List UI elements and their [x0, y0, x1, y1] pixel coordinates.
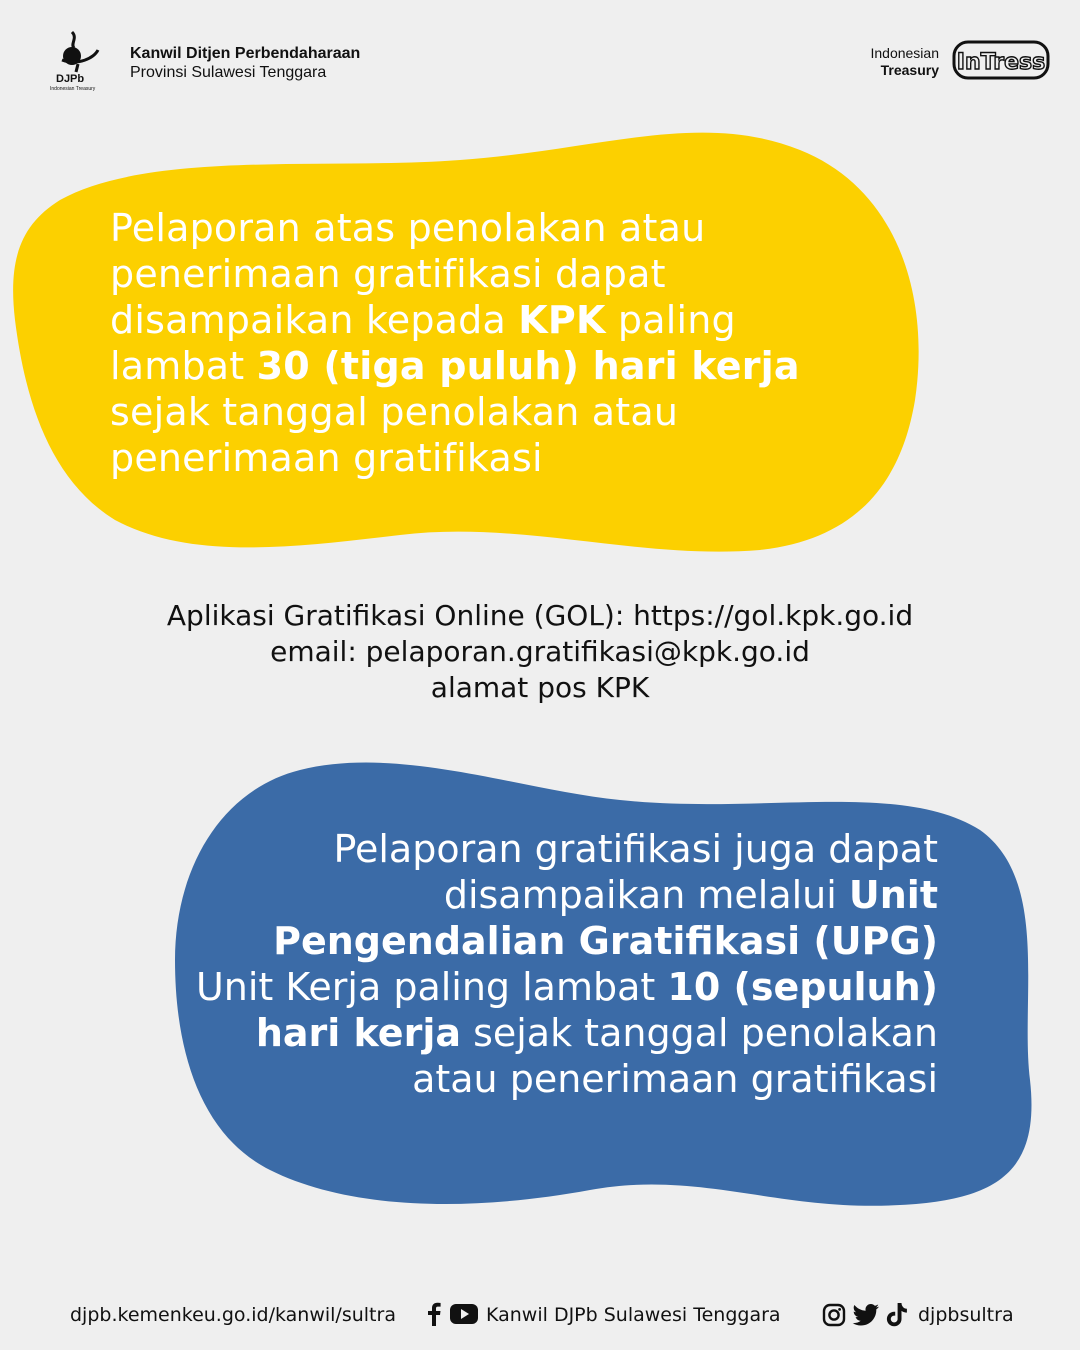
blue-box-text [190, 826, 938, 1102]
footer-social-handle[interactable]: djpbsultra [918, 1304, 1014, 1326]
tiktok-icon[interactable] [886, 1303, 908, 1327]
intress-logo-text: InTress [956, 50, 1046, 75]
gol-url-line[interactable]: Aplikasi Gratifikasi Online (GOL): https://gol.kpk.go.id [166, 599, 914, 632]
contact-info [0, 598, 1080, 706]
djpb-logo-text: DJPb [56, 73, 85, 85]
intress-logo [952, 38, 1050, 82]
yellow-text-part-1: Pelaporan atas penolakan atau penerimaan gratifikasi dapat disampaikan kepada [110, 206, 706, 342]
yellow-text-bold-2: 30 (tiga puluh) hari kerja [256, 344, 800, 388]
email-line[interactable]: email: pelaporan.gratifikasi@kpk.go.id [270, 635, 810, 668]
yellow-box-text [110, 205, 870, 481]
blue-text-part-2: Unit Kerja paling lambat [195, 965, 668, 1009]
youtube-icon[interactable] [450, 1304, 478, 1324]
facebook-icon[interactable] [426, 1302, 442, 1326]
footer-website-link[interactable]: djpb.kemenkeu.go.id/kanwil/sultra [70, 1304, 396, 1326]
blue-text-bold-2: 10 (sepuluh) hari kerja [255, 965, 938, 1055]
org-name: Kanwil Ditjen Perbendaharaan [130, 45, 361, 62]
yellow-text-bold-1: KPK [518, 298, 606, 342]
blue-text-part-3: sejak tanggal penolakan atau penerimaan gratifikasi [412, 1011, 938, 1101]
instagram-icon[interactable] [822, 1303, 846, 1327]
djpb-logo [48, 28, 110, 92]
blue-text-part-1: Pelaporan gratifikasi juga dapat disampaikan melalui [333, 827, 938, 917]
twitter-icon[interactable] [852, 1304, 880, 1326]
org-subtitle: Provinsi Sulawesi Tenggara [130, 64, 327, 81]
post-address-line: alamat pos KPK [430, 671, 650, 704]
brand-line-1: Indonesian [870, 45, 939, 61]
yellow-text-part-2: paling lambat [110, 298, 736, 388]
brand-line-2: Treasury [880, 62, 939, 78]
footer-fb-yt-label[interactable]: Kanwil DJPb Sulawesi Tenggara [486, 1304, 781, 1326]
blue-text-bold-1: Unit Pengendalian Gratifikasi (UPG) [273, 873, 938, 963]
yellow-text-part-3: sejak tanggal penolakan atau penerimaan gratifikasi [110, 390, 679, 480]
djpb-logo-subtext: Indonesian Treasury [50, 86, 96, 92]
